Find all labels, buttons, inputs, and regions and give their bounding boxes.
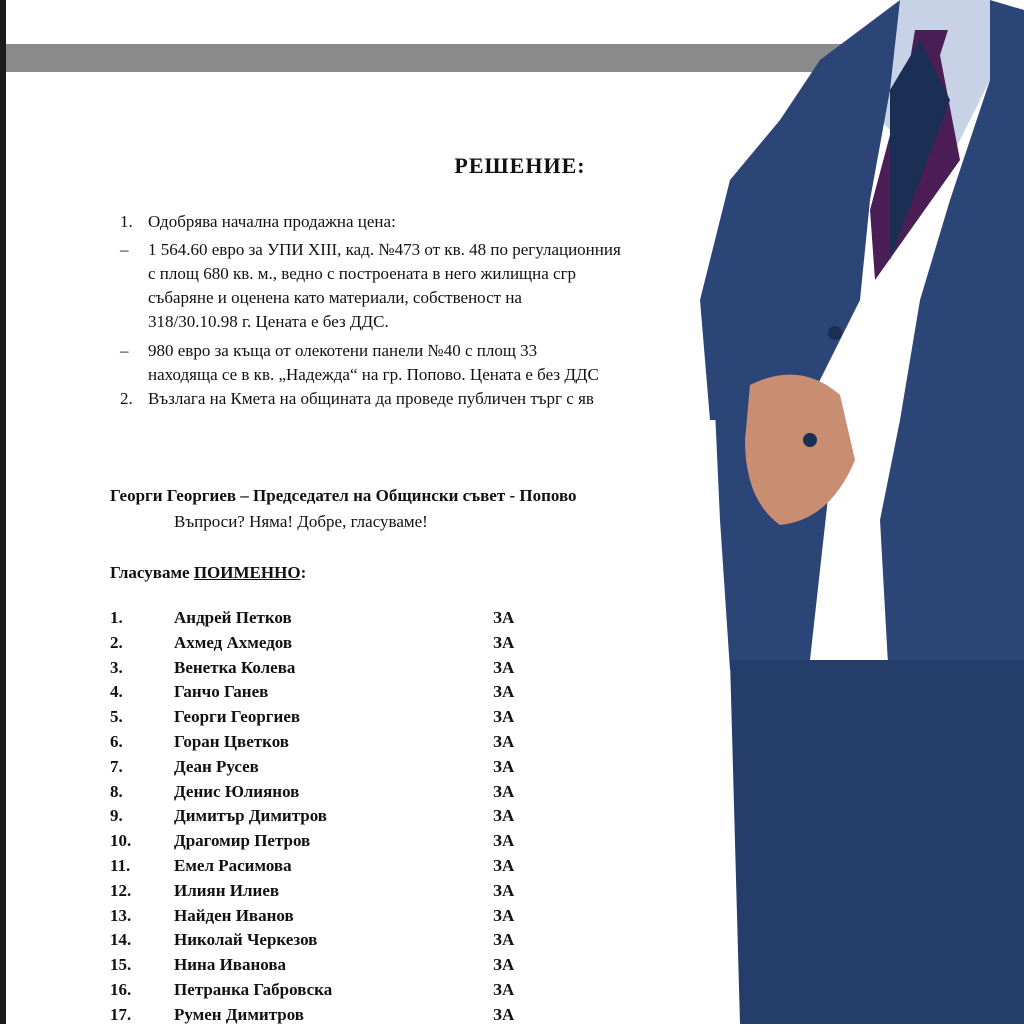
vote-num: 5. — [110, 707, 123, 727]
vote-vote: ЗА — [493, 781, 515, 801]
decision-item-text: 318/30.10.98 г. Цената е без ДДС. — [148, 312, 389, 331]
vote-name: Ганчо Ганев — [174, 682, 269, 702]
vote-intro — [110, 561, 306, 585]
vote-vote: ЗА — [493, 880, 515, 900]
speaker-text: Въпроси? Няма! Добре, гласуваме! — [174, 512, 428, 531]
decision-item-text: с площ 680 кв. м., ведно с построената в него жилищна сгр — [148, 264, 577, 283]
vote-num: 6. — [110, 732, 123, 751]
vote-vote: ЗА — [493, 682, 515, 702]
vote-vote: ЗА — [493, 955, 515, 975]
vote-name: Деан Русев — [174, 756, 259, 776]
vote-num: 9. — [110, 806, 123, 826]
vote-name: Петранка Габровска — [174, 980, 333, 999]
vote-vote: ЗА — [493, 707, 515, 727]
vote-name: Нина Иванова — [174, 955, 287, 975]
vote-num: 15. — [110, 955, 132, 975]
decision-item-text: Възлага на Кмета на общината да проведе публичен търг с яв — [148, 389, 594, 408]
vote-intro-mode: ПОИМЕННО — [193, 563, 301, 582]
man-in-suit-image — [690, 0, 1024, 1024]
vote-num: 10. — [110, 831, 132, 851]
vote-num: 12. — [110, 880, 132, 900]
vote-name: Илиян Илиев — [174, 880, 280, 900]
page-title: РЕШЕНИЕ: — [454, 153, 586, 178]
speaker-name: Георги Георгиев – Председател на Общински съвет - Попово — [110, 486, 577, 505]
decision-item-text: находяща се в кв. „Надежда“ на гр. Попово. Цената е без ДДС — [148, 365, 599, 384]
vote-name: Ахмед Ахмедов — [174, 632, 293, 652]
vote-name: Георги Георгиев — [174, 707, 301, 727]
vote-name: Денис Юлиянов — [174, 781, 300, 801]
decision-item-text: 980 евро за къща от олекотени панели №40 с площ 33 — [148, 341, 538, 360]
vote-vote: ЗА — [493, 856, 515, 875]
vote-num: 1. — [110, 608, 123, 627]
vote-num: 11. — [110, 856, 131, 875]
vote-vote: ЗА — [493, 905, 515, 925]
decision-item-marker: 2. — [120, 389, 133, 408]
vote-num: 14. — [110, 930, 132, 950]
decision-item-text: 1 564.60 евро за УПИ XIII, кад. №473 от кв. 48 по регулационния — [148, 240, 621, 259]
decision-item-marker: 1. — [120, 212, 133, 231]
vote-name: Драгомир Петров — [174, 831, 311, 851]
vote-name: Найден Иванов — [174, 905, 294, 925]
vote-num: 16. — [110, 980, 132, 999]
decision-item-marker: – — [120, 240, 129, 259]
vote-intro-label: Гласуваме — [110, 563, 194, 582]
vote-num: 8. — [110, 781, 123, 801]
vote-name: Андрей Петков — [174, 608, 292, 627]
vote-vote: ЗА — [493, 806, 515, 826]
vote-name: Николай Черкезов — [174, 930, 318, 950]
vote-vote: ЗА — [493, 632, 515, 652]
vote-name: Румен Димитров — [174, 1004, 304, 1024]
decision-item-marker: – — [120, 341, 129, 360]
vote-name: Горан Цветков — [174, 732, 289, 751]
vote-name: Емел Расимова — [174, 856, 292, 875]
decision-item-text: Одобрява начална продажна цена: — [148, 212, 396, 231]
vote-num: 13. — [110, 905, 132, 925]
vote-vote: ЗА — [493, 732, 515, 751]
vote-vote: ЗА — [493, 608, 515, 627]
vote-vote: ЗА — [493, 930, 515, 950]
vote-name: Димитър Димитров — [174, 806, 327, 826]
vote-vote: ЗА — [493, 980, 515, 999]
vote-num: 2. — [110, 632, 123, 652]
vote-vote: ЗА — [493, 756, 515, 776]
vote-num: 3. — [110, 657, 123, 677]
vote-vote: ЗА — [493, 1004, 515, 1024]
vote-vote: ЗА — [493, 831, 515, 851]
vote-vote: ЗА — [493, 657, 515, 677]
vote-num: 4. — [110, 682, 123, 702]
vote-name: Венетка Колева — [174, 657, 296, 677]
decision-item-text: събаряне и оценена като материали, собственост на — [148, 288, 522, 307]
vote-num: 17. — [110, 1004, 132, 1024]
vote-num: 7. — [110, 756, 123, 776]
vote-intro-suffix: : — [300, 563, 307, 582]
